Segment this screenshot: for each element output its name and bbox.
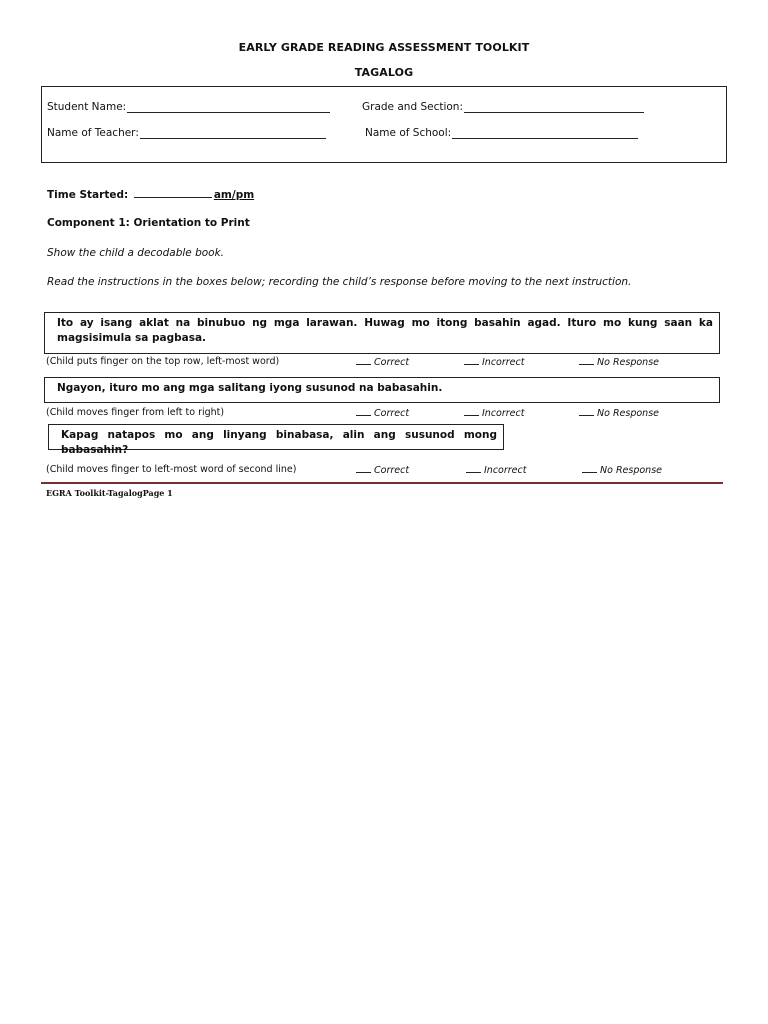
time-started-label: Time Started: (47, 189, 129, 201)
correct-option-1[interactable]: Correct (356, 356, 409, 368)
student-name-field[interactable] (47, 101, 330, 113)
grade-section-label: Grade and Section: (362, 101, 463, 113)
component-title: Component 1: Orientation to Print (47, 217, 250, 229)
show-book-instruction: Show the child a decodable book. (47, 247, 225, 259)
time-started-blank[interactable] (134, 188, 212, 198)
child-action-3: (Child moves finger to left-most word of second line) (46, 464, 297, 475)
incorrect-option-3[interactable]: Incorrect (466, 464, 526, 476)
school-blank[interactable] (452, 128, 638, 139)
read-instructions-text: Read the instructions in the boxes below; recording the child’s response before moving to the next instruction. (47, 276, 632, 288)
instruction-box-1: Ito ay isang aklat na binubuo ng mga larawan. Huwag mo itong basahin agad. Ituro mo kung saan ka magsisimula sa pagbasa. (44, 312, 720, 354)
student-name-blank[interactable] (127, 102, 330, 113)
teacher-field[interactable] (47, 127, 326, 139)
correct-option-2[interactable]: Correct (356, 407, 409, 419)
no-response-option-2[interactable]: No Response (579, 407, 659, 419)
instruction-box-2: Ngayon, ituro mo ang mga salitang iyong susunod na babasahin. (44, 377, 720, 403)
school-label: Name of School: (365, 127, 452, 139)
no-response-option-3[interactable]: No Response (582, 464, 662, 476)
footer-rule (41, 482, 723, 484)
time-started-row (47, 188, 254, 201)
incorrect-option-1[interactable]: Incorrect (464, 356, 524, 368)
instruction-box-3: Kapag natapos mo ang linyang binabasa, alin ang susunod mong babasahin? (48, 424, 504, 450)
grade-section-blank[interactable] (464, 102, 644, 113)
school-field[interactable] (365, 127, 638, 139)
teacher-label: Name of Teacher: (47, 127, 139, 139)
no-response-option-1[interactable]: No Response (579, 356, 659, 368)
teacher-blank[interactable] (140, 128, 326, 139)
incorrect-option-2[interactable]: Incorrect (464, 407, 524, 419)
page-footer: EGRA Toolkit-TagalogPage 1 (46, 488, 173, 498)
grade-section-field[interactable] (362, 101, 644, 113)
page-subtitle: TAGALOG (354, 66, 414, 79)
child-action-2: (Child moves finger from left to right) (46, 407, 225, 418)
student-info-box (41, 86, 727, 163)
page-title: EARLY GRADE READING ASSESSMENT TOOLKIT (238, 41, 530, 54)
correct-option-3[interactable]: Correct (356, 464, 409, 476)
time-started-suffix: am/pm (213, 189, 255, 201)
child-action-1: (Child puts finger on the top row, left-most word) (46, 356, 280, 367)
student-name-label: Student Name: (47, 101, 127, 113)
